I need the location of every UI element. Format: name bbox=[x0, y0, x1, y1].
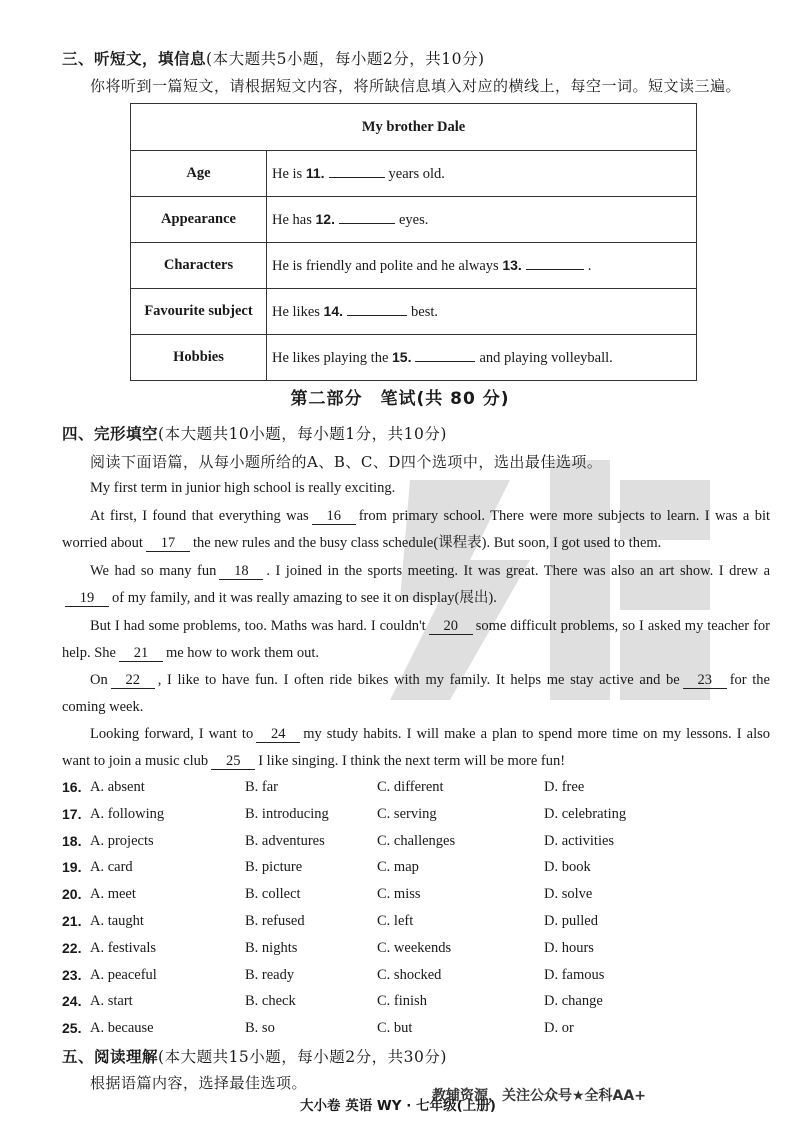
passage-paragraph-2: At first, I found that everything was 16 from primary school. There were more subjects to learn. I was a bit worried about 17 the new rules and the busy class schedule(课程表). But soon, I got used to them. bbox=[62, 508, 770, 551]
option-d[interactable]: D. solve bbox=[544, 886, 593, 903]
part2-title: 第二部分 笔试(共 80 分) bbox=[290, 389, 510, 409]
option-b[interactable]: B. refused bbox=[245, 912, 305, 929]
cloze-blank-18[interactable]: 18 bbox=[219, 563, 263, 580]
cloze-blank-21[interactable]: 21 bbox=[119, 645, 163, 662]
option-d[interactable]: D. famous bbox=[544, 966, 605, 983]
option-c[interactable]: C. challenges bbox=[377, 832, 456, 849]
option-a[interactable]: A. festivals bbox=[90, 939, 157, 956]
option-row: 25. A. because B. so C. but D. or bbox=[62, 1020, 574, 1037]
option-b[interactable]: B. adventures bbox=[245, 832, 325, 849]
cloze-blank-25[interactable]: 25 bbox=[211, 753, 255, 770]
option-row: 23. A. peaceful B. ready C. shocked D. famous bbox=[62, 966, 605, 983]
option-d[interactable]: D. free bbox=[544, 779, 585, 795]
answer-blank-12[interactable] bbox=[339, 211, 395, 224]
option-a[interactable]: A. following bbox=[90, 805, 165, 822]
page-footer: 大小卷 英语 WY · 七年级(上册) bbox=[300, 1098, 496, 1114]
option-a[interactable]: A. start bbox=[90, 993, 133, 1010]
option-row: 24. A. start B. check C. finish D. change bbox=[62, 993, 603, 1010]
option-c[interactable]: C. shocked bbox=[377, 966, 442, 983]
option-c[interactable]: C. but bbox=[377, 1020, 413, 1037]
table-title: My brother Dale bbox=[131, 104, 697, 151]
passage-paragraph-5: On 22 , I like to have fun. I often ride bikes with my family. It helps me stay active and be 23 for the coming week. bbox=[62, 672, 770, 715]
cloze-blank-22[interactable]: 22 bbox=[111, 672, 155, 689]
option-row: 17. A. following B. introducing C. serving D. celebrating bbox=[62, 805, 627, 822]
option-row: 19. A. card B. picture C. map D. book bbox=[62, 859, 591, 876]
option-d[interactable]: D. celebrating bbox=[544, 805, 627, 822]
option-d[interactable]: D. activities bbox=[544, 832, 615, 849]
option-c[interactable]: C. finish bbox=[377, 993, 427, 1010]
option-row: 20. A. meet B. collect C. miss D. solve bbox=[62, 886, 593, 903]
cloze-blank-16[interactable]: 16 bbox=[312, 508, 356, 525]
option-c[interactable]: C. miss bbox=[377, 886, 421, 903]
option-c[interactable]: C. map bbox=[377, 859, 419, 876]
cloze-blank-24[interactable]: 24 bbox=[256, 726, 300, 743]
cloze-blank-19[interactable]: 19 bbox=[65, 590, 109, 607]
passage-paragraph-3: We had so many fun 18 . I joined in the sports meeting. It was great. There was also an art show. I drew a19 of my family, and it was really amazing to see it on display(展出). bbox=[62, 558, 770, 612]
option-d[interactable]: D. book bbox=[544, 859, 591, 876]
option-row: 16. A. absent B. far C. different D. free bbox=[62, 779, 585, 795]
option-d[interactable]: D. hours bbox=[544, 939, 594, 956]
cloze-blank-23[interactable]: 23 bbox=[683, 672, 727, 689]
option-b[interactable]: B. introducing bbox=[245, 805, 329, 822]
option-b[interactable]: B. so bbox=[245, 1020, 275, 1037]
option-d[interactable]: D. or bbox=[544, 1020, 574, 1037]
option-b[interactable]: B. picture bbox=[245, 859, 303, 876]
table-row: Characters He is friendly and polite and he always 13. . bbox=[131, 243, 697, 289]
option-row: 22. A. festivals B. nights C. weekends D. hours bbox=[62, 939, 594, 956]
passage-paragraph-6: Looking forward, I want to 24 my study habits. I will make a plan to spend more time on my lessons. I also want to join a music club 25 I like singing. I think the next term will be more fun! bbox=[62, 726, 770, 769]
option-b[interactable]: B. nights bbox=[245, 939, 298, 956]
option-row: 18. A. projects B. adventures C. challenges D. activities bbox=[62, 832, 615, 849]
answer-blank-11[interactable] bbox=[329, 165, 385, 178]
options-list bbox=[62, 777, 782, 1045]
option-c[interactable]: C. weekends bbox=[377, 939, 452, 956]
option-a[interactable]: A. card bbox=[90, 859, 133, 876]
passage-paragraph-4: But I had some problems, too. Maths was hard. I couldn't 20 some difficult problems, so I asked my teacher for help. She 21 me how to work them out. bbox=[62, 618, 770, 661]
option-d[interactable]: D. pulled bbox=[544, 912, 598, 929]
option-b[interactable]: B. collect bbox=[245, 886, 301, 903]
option-a[interactable]: A. absent bbox=[90, 779, 145, 795]
option-c[interactable]: C. left bbox=[377, 912, 414, 929]
option-a[interactable]: A. because bbox=[90, 1020, 154, 1037]
passage-paragraph-1: My first term in junior high school is really exciting. bbox=[90, 480, 396, 496]
info-table bbox=[130, 103, 697, 381]
section5-instruction: 根据语篇内容，选择最佳选项。 bbox=[90, 1074, 308, 1092]
promo-text: 教辅资源，关注公众号★全科AA+ bbox=[432, 1088, 646, 1104]
table-row: Appearance He has 12. eyes. bbox=[131, 197, 697, 243]
option-c[interactable]: C. different bbox=[377, 779, 444, 795]
option-a[interactable]: A. peaceful bbox=[90, 966, 157, 983]
option-a[interactable]: A. taught bbox=[90, 912, 144, 929]
option-d[interactable]: D. change bbox=[544, 993, 603, 1010]
table-row: Favourite subject He likes 14. best. bbox=[131, 289, 697, 335]
option-b[interactable]: B. check bbox=[245, 993, 296, 1010]
option-a[interactable]: A. projects bbox=[90, 832, 154, 849]
section4-title: 四、完形填空(本大题共10小题，每小题1分，共10分) bbox=[62, 424, 447, 443]
cloze-blank-17[interactable]: 17 bbox=[146, 535, 190, 552]
section4-instruction: 阅读下面语篇，从每小题所给的A、B、C、D四个选项中，选出最佳选项。 bbox=[90, 453, 603, 471]
option-a[interactable]: A. meet bbox=[90, 886, 136, 903]
table-row: Age He is 11. years old. bbox=[131, 151, 697, 197]
cloze-blank-20[interactable]: 20 bbox=[429, 618, 473, 635]
table-row: Hobbies He likes playing the 15. and playing volleyball. bbox=[131, 335, 697, 381]
section3-title: 三、听短文，填信息(本大题共5小题，每小题2分，共10分) bbox=[62, 49, 485, 68]
section5-title: 五、阅读理解(本大题共15小题，每小题2分，共30分) bbox=[62, 1047, 447, 1066]
option-row: 21. A. taught B. refused C. left D. pulled bbox=[62, 912, 598, 929]
option-b[interactable]: B. far bbox=[245, 779, 279, 795]
option-c[interactable]: C. serving bbox=[377, 805, 437, 822]
answer-blank-14[interactable] bbox=[347, 303, 407, 316]
answer-blank-15[interactable] bbox=[415, 349, 475, 362]
option-b[interactable]: B. ready bbox=[245, 966, 295, 983]
section3-instruction: 你将听到一篇短文，请根据短文内容，将所缺信息填入对应的横线上，每空一词。短文读三遍。 bbox=[90, 77, 742, 95]
answer-blank-13[interactable] bbox=[526, 257, 584, 270]
